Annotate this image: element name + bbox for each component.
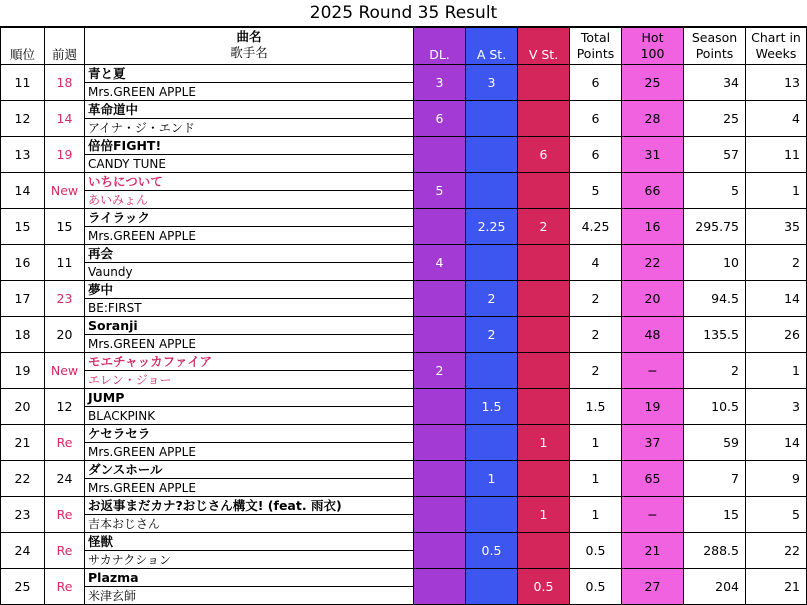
- audio-stream-cell: [466, 173, 518, 209]
- audio-stream-cell: 2: [466, 317, 518, 353]
- audio-stream-cell: 2: [466, 281, 518, 317]
- audio-stream-cell: [466, 353, 518, 389]
- dl-cell: [414, 137, 466, 173]
- chart-weeks-cell: 13: [746, 65, 807, 101]
- table-row: [1, 533, 807, 569]
- song-title: 怪獣: [85, 533, 413, 551]
- video-stream-cell: [518, 533, 570, 569]
- song-cell: [85, 209, 414, 245]
- table-row: [1, 425, 807, 461]
- rank-cell: 16: [1, 245, 45, 281]
- hot100-cell: −: [622, 497, 684, 533]
- total-points-cell: 5: [570, 173, 622, 209]
- table-row: [1, 389, 807, 425]
- season-points-cell: 59: [684, 425, 746, 461]
- song-title: 再会: [85, 245, 413, 263]
- audio-stream-cell: 1: [466, 461, 518, 497]
- prev-week-cell: 20: [45, 317, 85, 353]
- video-stream-cell: [518, 101, 570, 137]
- video-stream-cell: 2: [518, 209, 570, 245]
- audio-stream-cell: [466, 137, 518, 173]
- season-points-cell: 15: [684, 497, 746, 533]
- total-points-cell: 1: [570, 425, 622, 461]
- prev-week-cell: New: [45, 353, 85, 389]
- total-points-cell: 4.25: [570, 209, 622, 245]
- dl-cell: 4: [414, 245, 466, 281]
- song-cell: [85, 353, 414, 389]
- chart-weeks-cell: 14: [746, 425, 807, 461]
- song-title: いちについて: [85, 173, 413, 191]
- hot100-cell: 21: [622, 533, 684, 569]
- rank-cell: 20: [1, 389, 45, 425]
- header-season-points: [684, 28, 746, 65]
- song-cell: [85, 569, 414, 605]
- rank-cell: 23: [1, 497, 45, 533]
- season-points-cell: 10: [684, 245, 746, 281]
- song-cell: [85, 101, 414, 137]
- season-points-cell: 288.5: [684, 533, 746, 569]
- dl-cell: [414, 209, 466, 245]
- song-cell: [85, 281, 414, 317]
- hot100-cell: 31: [622, 137, 684, 173]
- table-row: [1, 317, 807, 353]
- audio-stream-cell: 3: [466, 65, 518, 101]
- hot100-cell: 16: [622, 209, 684, 245]
- season-points-cell: 7: [684, 461, 746, 497]
- ranking-table: [0, 27, 807, 605]
- header-video-stream: V St.: [518, 28, 570, 65]
- audio-stream-cell: 2.25: [466, 209, 518, 245]
- total-points-cell: 1: [570, 497, 622, 533]
- song-artist: サカナクション: [88, 553, 172, 567]
- song-artist: エレン・ジョー: [88, 373, 172, 387]
- table-row: [1, 65, 807, 101]
- season-points-cell: 204: [684, 569, 746, 605]
- song-title: 夢中: [85, 281, 413, 299]
- header-song: [85, 28, 414, 65]
- total-points-cell: 6: [570, 137, 622, 173]
- song-title: モエチャッカファイア: [85, 353, 413, 371]
- song-title: ライラック: [85, 209, 413, 227]
- hot100-cell: 28: [622, 101, 684, 137]
- rank-cell: 14: [1, 173, 45, 209]
- season-points-cell: 25: [684, 101, 746, 137]
- prev-week-cell: 18: [45, 65, 85, 101]
- total-points-cell: 2: [570, 317, 622, 353]
- dl-cell: 2: [414, 353, 466, 389]
- season-points-cell: 5: [684, 173, 746, 209]
- audio-stream-cell: [466, 497, 518, 533]
- dl-cell: [414, 461, 466, 497]
- video-stream-cell: [518, 461, 570, 497]
- song-title: お返事まだカナ?おじさん構文! (feat. 雨衣): [85, 497, 413, 515]
- season-points-cell: 94.5: [684, 281, 746, 317]
- dl-cell: [414, 389, 466, 425]
- video-stream-cell: [518, 65, 570, 101]
- hot100-cell: 19: [622, 389, 684, 425]
- prev-week-cell: 19: [45, 137, 85, 173]
- prev-week-cell: 12: [45, 389, 85, 425]
- song-artist: 吉本おじさん: [88, 517, 161, 531]
- song-artist: あいみょん: [88, 193, 149, 207]
- total-points-cell: 6: [570, 101, 622, 137]
- header-hot100: [622, 28, 684, 65]
- total-points-cell: 6: [570, 65, 622, 101]
- song-title: Soranji: [85, 317, 413, 335]
- chart-weeks-cell: 26: [746, 317, 807, 353]
- total-points-cell: 1: [570, 461, 622, 497]
- song-artist: Mrs.GREEN APPLE: [88, 229, 196, 243]
- rank-cell: 25: [1, 569, 45, 605]
- table-row: [1, 101, 807, 137]
- dl-cell: [414, 317, 466, 353]
- table-row: [1, 569, 807, 605]
- song-title: JUMP: [85, 389, 413, 407]
- video-stream-cell: 6: [518, 137, 570, 173]
- video-stream-cell: 1: [518, 497, 570, 533]
- chart-weeks-cell: 14: [746, 281, 807, 317]
- prev-week-cell: New: [45, 173, 85, 209]
- video-stream-cell: [518, 389, 570, 425]
- song-artist: アイナ・ジ・エンド: [88, 121, 195, 135]
- song-cell: [85, 425, 414, 461]
- song-artist: Vaundy: [88, 265, 133, 279]
- song-title: 倍倍FIGHT!: [85, 137, 413, 155]
- sheet-title: 2025 Round 35 Result: [0, 0, 807, 27]
- chart-weeks-cell: 4: [746, 101, 807, 137]
- total-points-cell: 1.5: [570, 389, 622, 425]
- dl-cell: [414, 533, 466, 569]
- audio-stream-cell: [466, 245, 518, 281]
- table-row: [1, 497, 807, 533]
- table-row: [1, 281, 807, 317]
- video-stream-cell: 1: [518, 425, 570, 461]
- chart-weeks-cell: 2: [746, 245, 807, 281]
- header-season-l1: Season: [691, 30, 738, 45]
- total-points-cell: 0.5: [570, 569, 622, 605]
- audio-stream-cell: 0.5: [466, 533, 518, 569]
- prev-week-cell: Re: [45, 533, 85, 569]
- season-points-cell: 57: [684, 137, 746, 173]
- chart-weeks-cell: 9: [746, 461, 807, 497]
- rank-cell: 11: [1, 65, 45, 101]
- dl-cell: 3: [414, 65, 466, 101]
- dl-cell: [414, 497, 466, 533]
- song-artist: 米津玄師: [88, 589, 137, 603]
- song-cell: [85, 461, 414, 497]
- song-cell: [85, 245, 414, 281]
- chart-weeks-cell: 1: [746, 173, 807, 209]
- header-hot-l2: 100: [640, 46, 665, 61]
- table-row: [1, 461, 807, 497]
- rank-cell: 17: [1, 281, 45, 317]
- hot100-cell: 20: [622, 281, 684, 317]
- song-cell: [85, 173, 414, 209]
- header-weeks-l2: Weeks: [755, 46, 797, 61]
- table-row: [1, 137, 807, 173]
- header-artist: 歌手名: [230, 45, 268, 60]
- song-cell: [85, 137, 414, 173]
- header-song-title: 曲名: [236, 29, 262, 44]
- header-prev-week: 前週: [45, 28, 85, 65]
- header-dl: DL.: [414, 28, 466, 65]
- rank-cell: 24: [1, 533, 45, 569]
- song-artist: BLACKPINK: [88, 409, 156, 423]
- dl-cell: [414, 425, 466, 461]
- video-stream-cell: [518, 173, 570, 209]
- hot100-cell: 27: [622, 569, 684, 605]
- song-artist: BE:FIRST: [88, 301, 142, 315]
- song-artist: Mrs.GREEN APPLE: [88, 85, 196, 99]
- hot100-cell: 48: [622, 317, 684, 353]
- chart-weeks-cell: 3: [746, 389, 807, 425]
- ranking-rows: [1, 65, 807, 605]
- header-row: [1, 28, 807, 65]
- season-points-cell: 135.5: [684, 317, 746, 353]
- video-stream-cell: [518, 353, 570, 389]
- song-title: Plazma: [85, 569, 413, 587]
- video-stream-cell: [518, 317, 570, 353]
- prev-week-cell: 24: [45, 461, 85, 497]
- table-row: [1, 209, 807, 245]
- hot100-cell: 65: [622, 461, 684, 497]
- hot100-cell: 37: [622, 425, 684, 461]
- rank-cell: 19: [1, 353, 45, 389]
- total-points-cell: 0.5: [570, 533, 622, 569]
- hot100-cell: 66: [622, 173, 684, 209]
- header-total-l2: Points: [576, 46, 615, 61]
- chart-weeks-cell: 22: [746, 533, 807, 569]
- song-artist: Mrs.GREEN APPLE: [88, 445, 196, 459]
- audio-stream-cell: [466, 569, 518, 605]
- dl-cell: 5: [414, 173, 466, 209]
- chart-weeks-cell: 21: [746, 569, 807, 605]
- song-cell: [85, 497, 414, 533]
- table-row: [1, 173, 807, 209]
- song-cell: [85, 317, 414, 353]
- header-season-l2: Points: [695, 46, 734, 61]
- chart-weeks-cell: 1: [746, 353, 807, 389]
- audio-stream-cell: [466, 425, 518, 461]
- prev-week-cell: Re: [45, 425, 85, 461]
- song-title: 青と夏: [85, 65, 413, 83]
- prev-week-cell: Re: [45, 497, 85, 533]
- prev-week-cell: 14: [45, 101, 85, 137]
- rank-cell: 18: [1, 317, 45, 353]
- audio-stream-cell: 1.5: [466, 389, 518, 425]
- song-cell: [85, 389, 414, 425]
- prev-week-cell: 23: [45, 281, 85, 317]
- total-points-cell: 2: [570, 353, 622, 389]
- video-stream-cell: [518, 281, 570, 317]
- hot100-cell: 25: [622, 65, 684, 101]
- rank-cell: 13: [1, 137, 45, 173]
- header-total-points: [570, 28, 622, 65]
- rank-cell: 22: [1, 461, 45, 497]
- dl-cell: [414, 281, 466, 317]
- song-title: ケセラセラ: [85, 425, 413, 443]
- header-rank: 順位: [1, 28, 45, 65]
- song-title: 革命道中: [85, 101, 413, 119]
- song-artist: CANDY TUNE: [88, 157, 166, 171]
- header-chart-weeks: [746, 28, 807, 65]
- header-audio-stream: A St.: [466, 28, 518, 65]
- header-total-l1: Total: [580, 30, 611, 45]
- header-weeks-l1: Chart in: [751, 30, 801, 45]
- video-stream-cell: [518, 245, 570, 281]
- chart-weeks-cell: 5: [746, 497, 807, 533]
- video-stream-cell: 0.5: [518, 569, 570, 605]
- header-hot-l1: Hot: [641, 30, 664, 45]
- table-row: [1, 353, 807, 389]
- rank-cell: 21: [1, 425, 45, 461]
- chart-weeks-cell: 11: [746, 137, 807, 173]
- audio-stream-cell: [466, 101, 518, 137]
- prev-week-cell: 11: [45, 245, 85, 281]
- dl-cell: 6: [414, 101, 466, 137]
- song-cell: [85, 533, 414, 569]
- song-cell: [85, 65, 414, 101]
- hot100-cell: 22: [622, 245, 684, 281]
- song-title: ダンスホール: [85, 461, 413, 479]
- song-artist: Mrs.GREEN APPLE: [88, 337, 196, 351]
- dl-cell: [414, 569, 466, 605]
- season-points-cell: 2: [684, 353, 746, 389]
- season-points-cell: 295.75: [684, 209, 746, 245]
- rank-cell: 15: [1, 209, 45, 245]
- season-points-cell: 34: [684, 65, 746, 101]
- hot100-cell: −: [622, 353, 684, 389]
- season-points-cell: 10.5: [684, 389, 746, 425]
- song-artist: Mrs.GREEN APPLE: [88, 481, 196, 495]
- prev-week-cell: Re: [45, 569, 85, 605]
- total-points-cell: 4: [570, 245, 622, 281]
- total-points-cell: 2: [570, 281, 622, 317]
- chart-weeks-cell: 35: [746, 209, 807, 245]
- prev-week-cell: 15: [45, 209, 85, 245]
- rank-cell: 12: [1, 101, 45, 137]
- table-row: [1, 245, 807, 281]
